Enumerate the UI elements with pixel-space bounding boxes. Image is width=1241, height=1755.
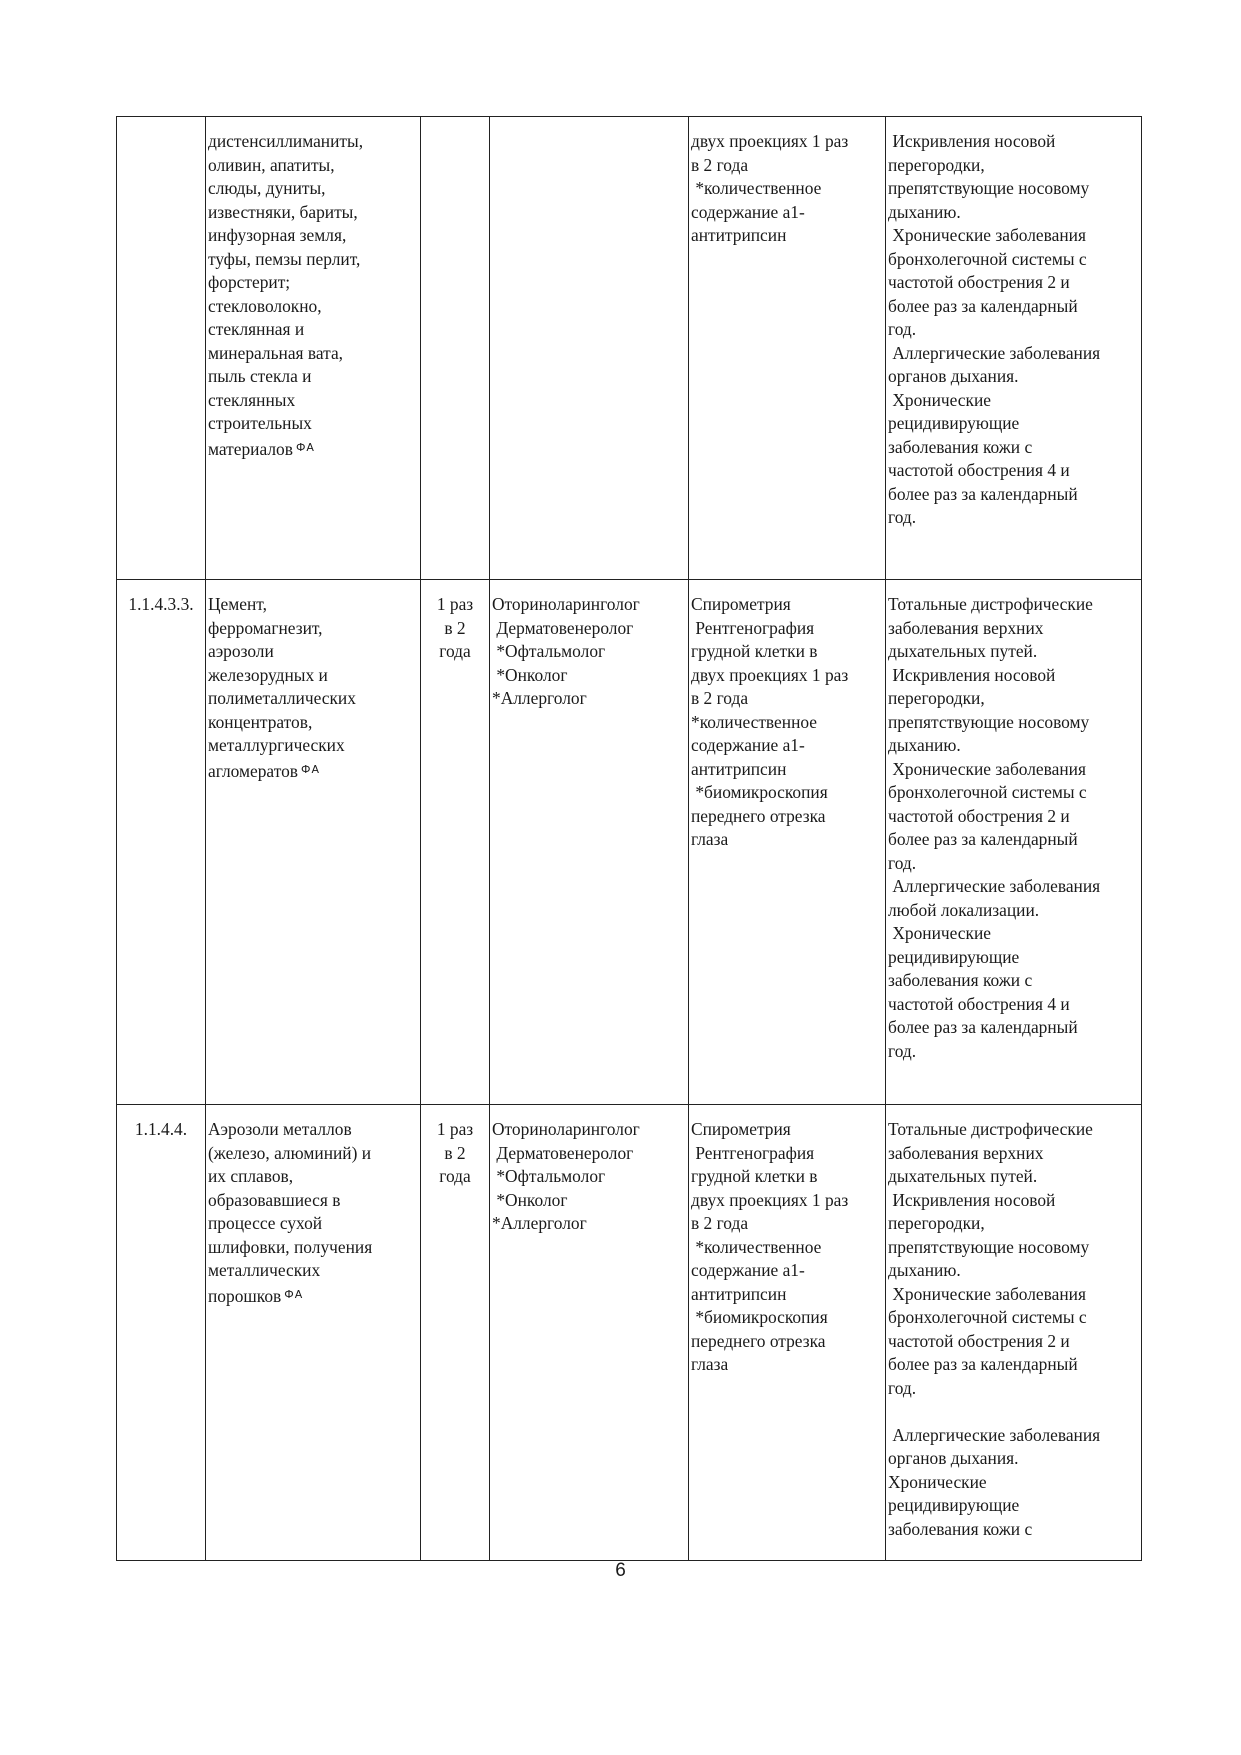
- cell-line: *Офтальмолог: [492, 641, 606, 661]
- cell-line: шлифовки, получения: [208, 1236, 373, 1257]
- cell-line: *Онколог: [492, 664, 568, 685]
- cell-line: концентратов,: [208, 711, 313, 732]
- cell-line: порошков $^{ФА}$: [208, 1285, 304, 1306]
- item-number-cell: [117, 117, 206, 580]
- cell-line: заболевания верхних: [888, 1142, 1044, 1163]
- cell-line: Хронические: [888, 1471, 987, 1492]
- cell-line: более раз за календарный: [888, 1354, 1078, 1374]
- cell-line: Искривления носовой: [888, 664, 1056, 685]
- cell-line: органов дыхания.: [888, 1448, 1019, 1468]
- table-row: [117, 580, 1142, 1105]
- cell-line: частотой обострения 2 и: [888, 272, 1070, 292]
- cell-line: перегородки,: [888, 1213, 985, 1233]
- cell-line: слюды, дуниты,: [208, 178, 326, 198]
- cell-line: Тотальные дистрофические: [888, 594, 1093, 614]
- cell-line: Хронические заболевания: [888, 1283, 1086, 1304]
- cell-line: рецидивирующие: [888, 946, 1020, 967]
- cell-line: металлических: [208, 1260, 321, 1280]
- cell-line: *количественное: [691, 178, 822, 198]
- cell-line: стекловолокно,: [208, 295, 322, 316]
- cell-line: агломератов $^{ФА}$: [208, 760, 320, 781]
- contraindications-cell: [886, 117, 1142, 580]
- cell-line: Тотальные дистрофические: [888, 1119, 1093, 1139]
- cell-line: *Онколог: [492, 1189, 568, 1210]
- footnote-mark: ФА: [300, 762, 320, 776]
- cell-line: год.: [888, 507, 917, 527]
- frequency-cell: [421, 1105, 490, 1561]
- cell-line: (железо, алюминий) и: [208, 1142, 372, 1163]
- doctors-cell: [490, 1105, 689, 1561]
- cell-line: года: [439, 1166, 471, 1186]
- doctors-cell: [490, 580, 689, 1105]
- cell-line: строительных: [208, 413, 312, 433]
- cell-line: более раз за календарный: [888, 829, 1078, 849]
- harmful-factor-cell: [206, 1105, 421, 1561]
- cell-line: частотой обострения 4 и: [888, 460, 1070, 480]
- cell-line: форстерит;: [208, 272, 291, 292]
- cell-line: глаза: [691, 829, 729, 849]
- cell-line: переднего отрезка: [691, 1330, 826, 1351]
- cell-line: Оториноларинголог: [492, 1119, 640, 1139]
- cell-line: аэрозоли: [208, 641, 274, 661]
- cell-line: в 2: [444, 1142, 466, 1163]
- item-number-cell: 1.1.4.3.3.: [117, 580, 206, 1105]
- cell-line: 1 раз: [436, 594, 474, 614]
- cell-line: более раз за календарный: [888, 483, 1078, 504]
- cell-line: бронхолегочной системы с: [888, 1307, 1087, 1327]
- cell-line: глаза: [691, 1354, 729, 1374]
- cell-line: год.: [888, 1040, 917, 1061]
- cell-line: рецидивирующие: [888, 413, 1020, 433]
- cell-line: год.: [888, 852, 917, 873]
- cell-line: в 2: [444, 617, 466, 638]
- cell-line: препятствующие носовому: [888, 1236, 1090, 1257]
- cell-line: двух проекциях 1 раз: [691, 664, 849, 685]
- frequency-cell: [421, 117, 490, 580]
- cell-line: ферромагнезит,: [208, 617, 323, 638]
- cell-line: их сплавов,: [208, 1166, 294, 1186]
- cell-line: заболевания кожи с: [888, 970, 1033, 990]
- cell-line: перегородки,: [888, 688, 985, 708]
- cell-line: Дерматовенеролог: [492, 1142, 634, 1163]
- cell-line: заболевания кожи с: [888, 436, 1033, 457]
- cell-line: *количественное: [691, 711, 817, 732]
- cell-line: Аллергические заболевания: [888, 342, 1101, 363]
- contraindications-cell: [886, 1105, 1142, 1561]
- harmful-factor-cell: [206, 580, 421, 1105]
- cell-line: Спирометрия: [691, 594, 791, 614]
- cell-line: [888, 1400, 1139, 1424]
- contraindications-cell: [886, 580, 1142, 1105]
- medical-exam-table: [116, 116, 1142, 1561]
- cell-line: Спирометрия: [691, 1119, 791, 1139]
- cell-line: Цемент,: [208, 594, 267, 614]
- cell-line: заболевания кожи с: [888, 1518, 1033, 1539]
- cell-line: *биомикроскопия: [691, 782, 828, 802]
- cell-line: рецидивирующие: [888, 1495, 1020, 1515]
- cell-line: оливин, апатиты,: [208, 154, 335, 175]
- examinations-cell: [689, 580, 886, 1105]
- cell-line: инфузорная земля,: [208, 225, 347, 245]
- cell-line: содержание а1-: [691, 735, 805, 755]
- cell-line: *Офтальмолог: [492, 1166, 606, 1186]
- table-row: [117, 117, 1142, 580]
- cell-line: процессе сухой: [208, 1213, 323, 1233]
- cell-line: грудной клетки в: [691, 1166, 818, 1186]
- cell-line: Хронические заболевания: [888, 758, 1086, 779]
- cell-line: Дерматовенеролог: [492, 617, 634, 638]
- page-number: 6: [615, 1560, 626, 1581]
- cell-line: год.: [888, 319, 917, 339]
- cell-line: частотой обострения 4 и: [888, 993, 1070, 1014]
- cell-line: любой локализации.: [888, 899, 1040, 920]
- cell-line: образовавшиеся в: [208, 1189, 341, 1210]
- cell-line: Аллергические заболевания: [888, 876, 1101, 896]
- cell-line: грудной клетки в: [691, 641, 818, 661]
- cell-line: более раз за календарный: [888, 295, 1078, 316]
- cell-line: 1 раз: [436, 1119, 474, 1139]
- cell-line: в 2 года: [691, 1213, 749, 1233]
- cell-line: *Аллерголог: [492, 688, 587, 708]
- doctors-cell: [490, 117, 689, 580]
- cell-line: дыханию.: [888, 201, 961, 222]
- examinations-cell: [689, 1105, 886, 1561]
- cell-line: стеклянная и: [208, 319, 305, 339]
- cell-line: препятствующие носовому: [888, 711, 1090, 732]
- cell-line: полиметаллических: [208, 688, 356, 708]
- cell-line: содержание а1-: [691, 201, 805, 222]
- cell-line: *биомикроскопия: [691, 1307, 828, 1327]
- cell-line: частотой обострения 2 и: [888, 805, 1070, 826]
- cell-line: двух проекциях 1 раз: [691, 1189, 849, 1210]
- cell-line: в 2 года: [691, 154, 749, 175]
- cell-line: бронхолегочной системы с: [888, 248, 1087, 269]
- cell-line: Оториноларинголог: [492, 594, 640, 614]
- cell-line: заболевания верхних: [888, 617, 1044, 638]
- cell-line: органов дыхания.: [888, 366, 1019, 386]
- cell-line: туфы, пемзы перлит,: [208, 248, 361, 269]
- cell-line: железорудных и: [208, 664, 328, 685]
- cell-line: Хронические: [888, 389, 992, 410]
- cell-line: металлургических: [208, 735, 345, 755]
- cell-line: антитрипсин: [691, 225, 787, 245]
- cell-line: перегородки,: [888, 154, 985, 175]
- cell-line: дистенсиллиманиты,: [208, 131, 364, 151]
- cell-line: дыханию.: [888, 1260, 961, 1280]
- cell-line: переднего отрезка: [691, 805, 826, 826]
- table-row: [117, 1105, 1142, 1561]
- cell-line: год.: [888, 1377, 917, 1398]
- cell-line: Хронические заболевания: [888, 225, 1086, 245]
- harmful-factor-cell: [206, 117, 421, 580]
- footnote-mark: ФА: [295, 440, 315, 454]
- cell-line: более раз за календарный: [888, 1017, 1078, 1037]
- cell-line: частотой обострения 2 и: [888, 1330, 1070, 1351]
- frequency-cell: [421, 580, 490, 1105]
- cell-line: Искривления носовой: [888, 1189, 1056, 1210]
- cell-line: Аллергические заболевания: [888, 1424, 1101, 1445]
- cell-line: материалов $^{ФА}$: [208, 438, 315, 459]
- footnote-mark: ФА: [284, 1287, 304, 1301]
- cell-line: *количественное: [691, 1236, 822, 1257]
- cell-line: Искривления носовой: [888, 131, 1056, 151]
- cell-line: дыхательных путей.: [888, 1166, 1038, 1186]
- cell-line: дыхательных путей.: [888, 641, 1038, 661]
- cell-line: в 2 года: [691, 688, 749, 708]
- cell-line: антитрипсин: [691, 758, 787, 779]
- cell-line: Рентгенография: [691, 1142, 815, 1163]
- cell-line: известняки, бариты,: [208, 201, 358, 222]
- cell-line: Аэрозоли металлов: [208, 1119, 352, 1139]
- examinations-cell: [689, 117, 886, 580]
- cell-line: бронхолегочной системы с: [888, 782, 1087, 802]
- item-number-cell: 1.1.4.4.: [117, 1105, 206, 1561]
- cell-line: содержание а1-: [691, 1260, 805, 1280]
- cell-line: пыль стекла и: [208, 366, 312, 386]
- cell-line: минеральная вата,: [208, 342, 344, 363]
- cell-line: антитрипсин: [691, 1283, 787, 1304]
- cell-line: стеклянных: [208, 389, 296, 410]
- cell-line: года: [439, 641, 471, 661]
- cell-line: двух проекциях 1 раз: [691, 131, 849, 151]
- cell-line: препятствующие носовому: [888, 178, 1090, 198]
- cell-line: дыханию.: [888, 735, 961, 755]
- cell-line: Рентгенография: [691, 617, 815, 638]
- cell-line: Хронические: [888, 923, 992, 943]
- cell-line: *Аллерголог: [492, 1213, 587, 1233]
